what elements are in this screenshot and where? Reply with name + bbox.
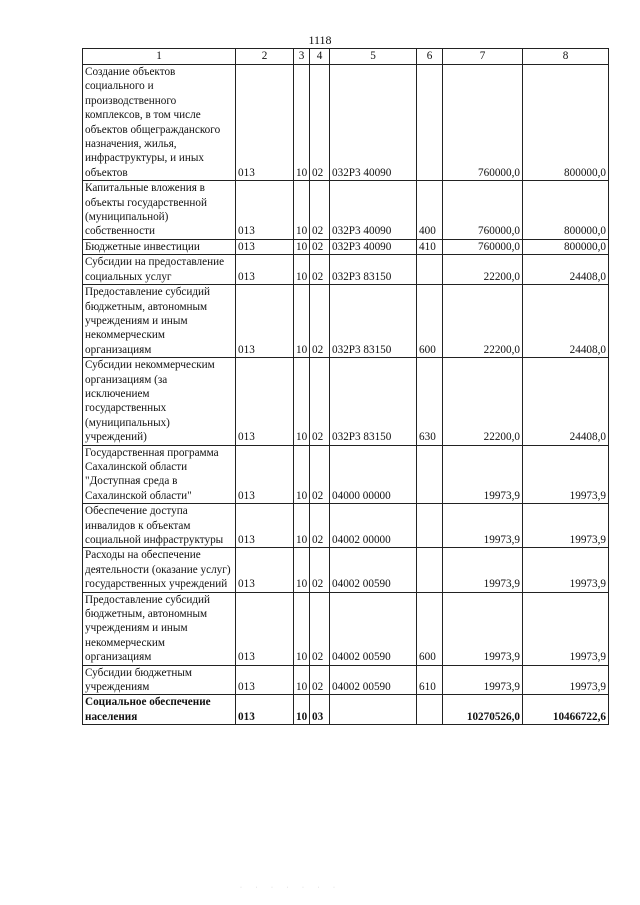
cell-item-name: Расходы на обеспечение деятельности (оказание услуг) государственных учреждений xyxy=(83,548,236,592)
cell-target-article: 04002 00590 xyxy=(330,665,417,695)
cell-section: 10 xyxy=(294,695,310,725)
table-row xyxy=(83,181,609,240)
cell-target-article: 032Р3 83150 xyxy=(330,285,417,358)
table-row xyxy=(83,504,609,548)
cell-item-name: Субсидии на предоставление социальных услуг xyxy=(83,255,236,285)
cell-section: 10 xyxy=(294,239,310,254)
column-header: 5 xyxy=(330,49,417,65)
cell-subsection: 02 xyxy=(310,504,330,548)
cell-item-name: Бюджетные инвестиции xyxy=(83,239,236,254)
cell-section: 10 xyxy=(294,181,310,240)
cell-admin-code: 013 xyxy=(236,665,294,695)
cell-admin-code: 013 xyxy=(236,445,294,504)
cell-target-article: 04002 00000 xyxy=(330,504,417,548)
cell-amount-year1: 19973,9 xyxy=(443,445,523,504)
cell-section: 10 xyxy=(294,504,310,548)
cell-target-article: 032Р3 40090 xyxy=(330,239,417,254)
cell-expense-type: 610 xyxy=(417,665,443,695)
cell-section: 10 xyxy=(294,255,310,285)
cell-section: 10 xyxy=(294,65,310,181)
cell-item-name: Социальное обеспечение населения xyxy=(83,695,236,725)
cell-section: 10 xyxy=(294,592,310,665)
cell-admin-code: 013 xyxy=(236,65,294,181)
cell-target-article xyxy=(330,695,417,725)
cell-item-name: Обеспечение доступа инвалидов к объектам социальной инфраструктуры xyxy=(83,504,236,548)
cell-amount-year2: 24408,0 xyxy=(523,285,609,358)
cell-subsection: 02 xyxy=(310,181,330,240)
cell-target-article: 04000 00000 xyxy=(330,445,417,504)
cell-amount-year1: 760000,0 xyxy=(443,239,523,254)
table-row xyxy=(83,445,609,504)
cell-subsection: 02 xyxy=(310,358,330,445)
cell-amount-year2: 19973,9 xyxy=(523,592,609,665)
cell-amount-year2: 24408,0 xyxy=(523,255,609,285)
table-row xyxy=(83,285,609,358)
cell-section: 10 xyxy=(294,445,310,504)
cell-amount-year1: 22200,0 xyxy=(443,358,523,445)
cell-subsection: 02 xyxy=(310,665,330,695)
cell-admin-code: 013 xyxy=(236,285,294,358)
column-header: 4 xyxy=(310,49,330,65)
cell-section: 10 xyxy=(294,358,310,445)
cell-item-name: Предоставление субсидий бюджетным, автономным учреждениям и иным некоммерческим организациям xyxy=(83,285,236,358)
cell-amount-year2: 800000,0 xyxy=(523,65,609,181)
column-header: 7 xyxy=(443,49,523,65)
page-number: 1118 xyxy=(308,33,332,47)
cell-expense-type: 410 xyxy=(417,239,443,254)
cell-admin-code: 013 xyxy=(236,504,294,548)
cell-expense-type xyxy=(417,695,443,725)
cell-subsection: 02 xyxy=(310,548,330,592)
column-header: 8 xyxy=(523,49,609,65)
cell-section: 10 xyxy=(294,548,310,592)
cell-amount-year1: 19973,9 xyxy=(443,592,523,665)
cell-amount-year1: 19973,9 xyxy=(443,504,523,548)
cell-expense-type xyxy=(417,65,443,181)
cell-target-article: 032Р3 83150 xyxy=(330,255,417,285)
cell-amount-year2: 10466722,6 xyxy=(523,695,609,725)
table-row xyxy=(83,592,609,665)
cell-admin-code: 013 xyxy=(236,181,294,240)
cell-expense-type xyxy=(417,445,443,504)
cell-target-article: 04002 00590 xyxy=(330,592,417,665)
table-row xyxy=(83,255,609,285)
cell-expense-type xyxy=(417,504,443,548)
cell-amount-year1: 760000,0 xyxy=(443,181,523,240)
cell-admin-code: 013 xyxy=(236,255,294,285)
column-header: 1 xyxy=(83,49,236,65)
column-header: 6 xyxy=(417,49,443,65)
cell-expense-type: 630 xyxy=(417,358,443,445)
cell-amount-year1: 22200,0 xyxy=(443,255,523,285)
scan-artifact: · · · · · · · xyxy=(240,885,341,891)
cell-target-article: 04002 00590 xyxy=(330,548,417,592)
cell-amount-year2: 800000,0 xyxy=(523,181,609,240)
table-row xyxy=(83,665,609,695)
cell-amount-year2: 800000,0 xyxy=(523,239,609,254)
cell-expense-type xyxy=(417,255,443,285)
cell-amount-year2: 19973,9 xyxy=(523,504,609,548)
cell-amount-year1: 19973,9 xyxy=(443,665,523,695)
cell-admin-code: 013 xyxy=(236,548,294,592)
cell-admin-code: 013 xyxy=(236,695,294,725)
table-row xyxy=(83,239,609,254)
column-header: 3 xyxy=(294,49,310,65)
table-body xyxy=(83,65,609,725)
cell-admin-code: 013 xyxy=(236,358,294,445)
cell-target-article: 032Р3 40090 xyxy=(330,65,417,181)
cell-subsection: 02 xyxy=(310,592,330,665)
cell-subsection: 02 xyxy=(310,445,330,504)
table-row xyxy=(83,358,609,445)
cell-item-name: Предоставление субсидий бюджетным, автономным учреждениям и иным некоммерческим организациям xyxy=(83,592,236,665)
table-row xyxy=(83,548,609,592)
cell-expense-type: 400 xyxy=(417,181,443,240)
cell-subsection: 02 xyxy=(310,65,330,181)
cell-amount-year2: 19973,9 xyxy=(523,445,609,504)
cell-amount-year1: 10270526,0 xyxy=(443,695,523,725)
cell-expense-type xyxy=(417,548,443,592)
cell-amount-year2: 24408,0 xyxy=(523,358,609,445)
column-header: 2 xyxy=(236,49,294,65)
cell-target-article: 032Р3 83150 xyxy=(330,358,417,445)
cell-admin-code: 013 xyxy=(236,592,294,665)
cell-subsection: 02 xyxy=(310,255,330,285)
cell-amount-year2: 19973,9 xyxy=(523,665,609,695)
table-row xyxy=(83,65,609,181)
cell-subsection: 02 xyxy=(310,239,330,254)
cell-item-name: Капитальные вложения в объекты государственной (муниципальной) собственности xyxy=(83,181,236,240)
cell-expense-type: 600 xyxy=(417,592,443,665)
cell-section: 10 xyxy=(294,665,310,695)
cell-expense-type: 600 xyxy=(417,285,443,358)
cell-item-name: Государственная программа Сахалинской области "Доступная среда в Сахалинской области" xyxy=(83,445,236,504)
cell-item-name: Создание объектов социального и производственного комплексов, в том числе объектов общегражданского назначения, жилья, инфраструктуры, и иных объектов xyxy=(83,65,236,181)
cell-amount-year1: 760000,0 xyxy=(443,65,523,181)
budget-table xyxy=(82,48,609,725)
cell-item-name: Субсидии бюджетным учреждениям xyxy=(83,665,236,695)
cell-section: 10 xyxy=(294,285,310,358)
cell-subsection: 03 xyxy=(310,695,330,725)
cell-item-name: Субсидии некоммерческим организациям (за исключением государственных (муниципальных) учреждений) xyxy=(83,358,236,445)
cell-target-article: 032Р3 40090 xyxy=(330,181,417,240)
cell-amount-year1: 22200,0 xyxy=(443,285,523,358)
table-header-row xyxy=(83,49,609,65)
cell-amount-year2: 19973,9 xyxy=(523,548,609,592)
table-row xyxy=(83,695,609,725)
cell-admin-code: 013 xyxy=(236,239,294,254)
cell-amount-year1: 19973,9 xyxy=(443,548,523,592)
cell-subsection: 02 xyxy=(310,285,330,358)
